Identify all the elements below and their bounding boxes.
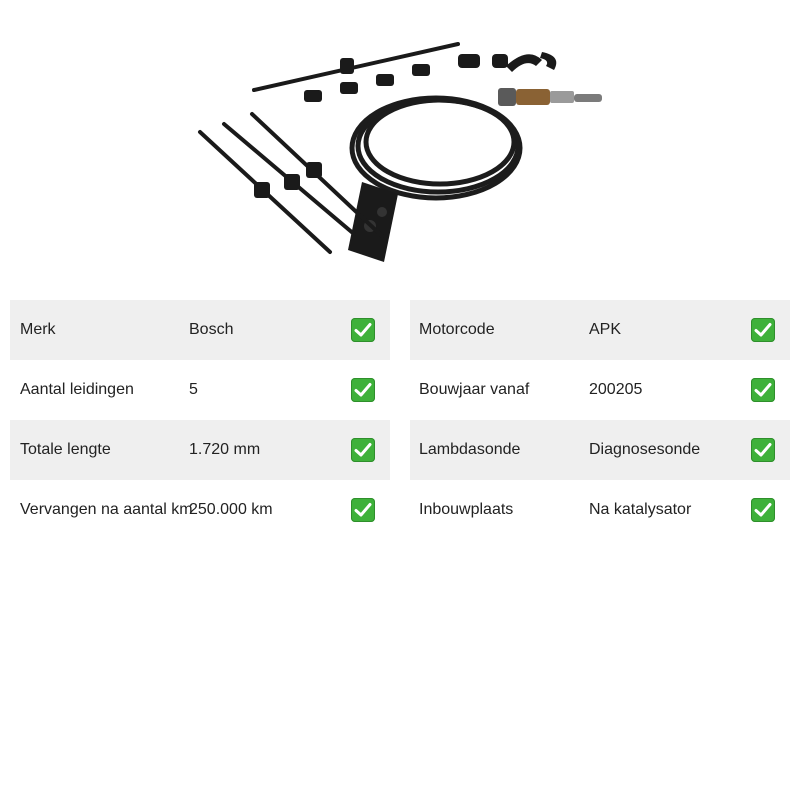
spec-row bbox=[410, 300, 790, 360]
check-mark-icon bbox=[351, 378, 375, 402]
check-mark-icon bbox=[751, 498, 775, 522]
spec-row bbox=[410, 360, 790, 420]
spec-table-right bbox=[410, 300, 790, 540]
spec-row bbox=[410, 420, 790, 480]
spec-value: 200205 bbox=[589, 381, 643, 398]
spec-label: Merk bbox=[20, 321, 56, 338]
spec-label: Inbouwplaats bbox=[419, 501, 514, 518]
spec-value: 5 bbox=[189, 381, 198, 398]
spec-value: 1.720 mm bbox=[189, 441, 261, 458]
check-mark-icon bbox=[351, 318, 375, 342]
spec-table-left bbox=[10, 300, 390, 540]
spec-label: Totale lengte bbox=[20, 441, 111, 458]
spec-row bbox=[10, 300, 390, 360]
lambda-sensor-kit-image bbox=[190, 36, 610, 272]
spec-value: APK bbox=[589, 321, 622, 338]
spec-row bbox=[410, 480, 790, 540]
spec-label: Aantal leidingen bbox=[20, 381, 134, 398]
check-mark-icon bbox=[751, 378, 775, 402]
spec-value: Na katalysator bbox=[589, 501, 692, 518]
check-mark-icon bbox=[751, 318, 775, 342]
spec-value: Diagnosesonde bbox=[589, 441, 701, 458]
spec-label: Motorcode bbox=[419, 321, 495, 338]
spec-row bbox=[10, 420, 390, 480]
check-mark-icon bbox=[351, 498, 375, 522]
spec-label: Bouwjaar vanaf bbox=[419, 381, 530, 398]
spec-value: Bosch bbox=[189, 321, 234, 338]
check-mark-icon bbox=[751, 438, 775, 462]
spec-label: Lambdasonde bbox=[419, 441, 521, 458]
product-image bbox=[190, 36, 610, 272]
spec-row bbox=[10, 480, 390, 540]
spec-value: 250.000 km bbox=[189, 501, 273, 518]
check-mark-icon bbox=[351, 438, 375, 462]
spec-label: Vervangen na aantal km bbox=[20, 501, 193, 518]
spec-row bbox=[10, 360, 390, 420]
